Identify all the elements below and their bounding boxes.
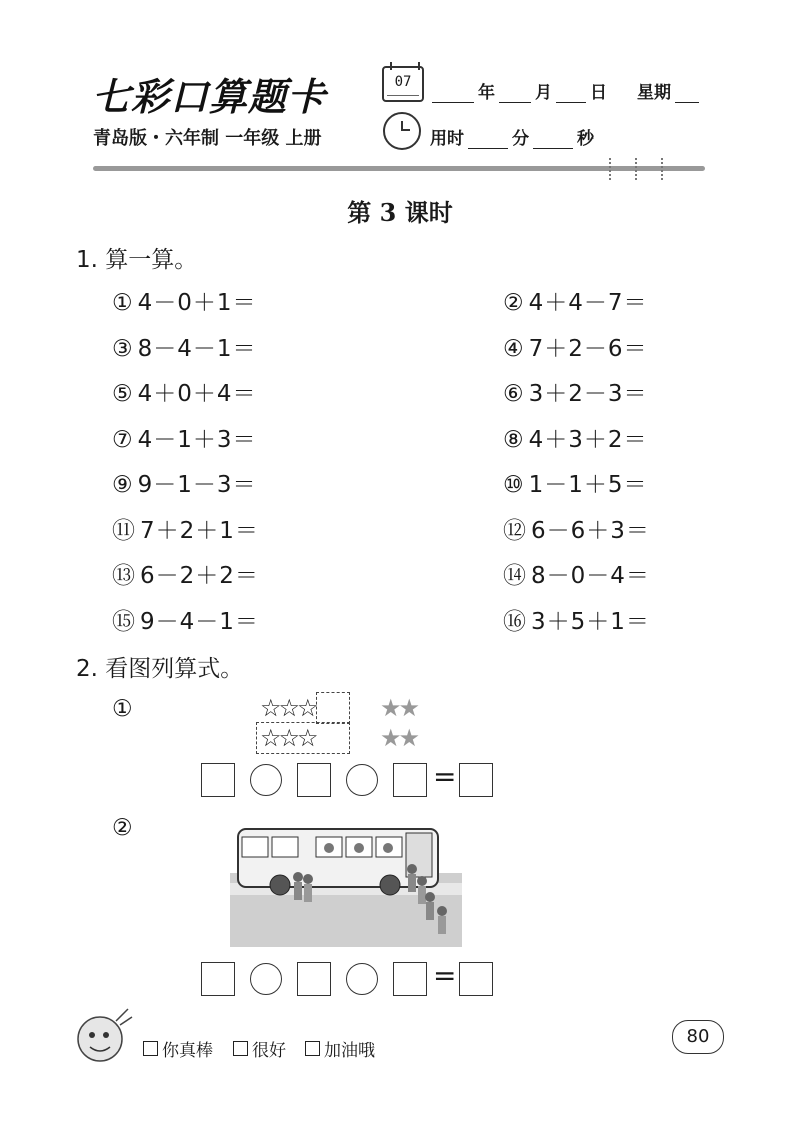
section2-title: 2. 看图列算式。 [76, 656, 244, 682]
exercise-item [112, 557, 259, 590]
star-icon-row-1: ☆☆☆ [260, 694, 316, 722]
exercise-expression: 4＋0＋4＝ [137, 381, 257, 407]
divider-knot [609, 158, 615, 180]
minutes-label: 分 [512, 129, 529, 149]
exercise-item [503, 421, 648, 454]
month-blank[interactable] [499, 86, 531, 103]
minutes-blank[interactable] [468, 132, 508, 149]
dashed-group-top [316, 692, 350, 724]
picture2-number: ② [112, 815, 134, 841]
rating-option-good[interactable] [233, 1036, 286, 1061]
bus-illustration [230, 825, 462, 947]
answer-box[interactable] [297, 962, 331, 996]
exercise-expression: 8－0－4＝ [531, 563, 650, 589]
rating-label: 很好 [252, 1041, 286, 1061]
mascot-icon [70, 1005, 134, 1067]
weekday-label: 星期 [637, 83, 671, 103]
star-icon-row-2: ☆☆☆ [260, 724, 316, 752]
exercise-number: ⑯ [503, 608, 527, 635]
exercise-expression: 8－4－1＝ [137, 335, 257, 362]
star-icon-row-3: ★★ [380, 694, 418, 722]
exercise-item [112, 512, 259, 545]
date-fields [428, 78, 703, 103]
exercise-item [503, 557, 650, 590]
rating-option-keep-going[interactable] [305, 1036, 375, 1061]
exercise-number: ⑩ [503, 472, 525, 498]
brand-title: 七彩口算题卡 [92, 74, 327, 119]
equals-sign: = [433, 760, 457, 793]
exercise-expression: 6－6＋3＝ [531, 517, 650, 544]
rating-label: 你真棒 [162, 1041, 213, 1061]
exercise-item [503, 375, 648, 408]
exercise-item [503, 284, 648, 317]
star-icon-row-4: ★★ [380, 724, 418, 752]
exercise-expression: 3＋5＋1＝ [531, 608, 650, 635]
exercise-expression: 1－1＋5＝ [528, 472, 648, 498]
exercise-expression: 9－1－3＝ [137, 472, 257, 498]
answer-box[interactable] [393, 763, 427, 797]
day-blank[interactable] [556, 86, 586, 103]
checkbox[interactable] [305, 1041, 320, 1056]
exercise-expression: 3＋2－3＝ [528, 381, 648, 407]
divider-knot [661, 158, 667, 180]
exercise-item [503, 466, 648, 499]
answer-box[interactable] [393, 962, 427, 996]
year-label: 年 [478, 83, 495, 103]
exercise-expression: 7＋2－6＝ [528, 335, 648, 362]
answer-box[interactable] [201, 763, 235, 797]
exercise-number: ⑦ [112, 426, 134, 453]
clock-icon [383, 112, 421, 150]
exercise-number: ④ [503, 335, 525, 362]
exercise-number: ⑭ [503, 563, 527, 589]
calendar-icon [382, 66, 424, 102]
result-box[interactable] [459, 962, 493, 996]
exercise-expression: 6－2＋2＝ [140, 563, 259, 589]
picture1-number: ① [112, 696, 134, 722]
month-label: 月 [535, 83, 552, 103]
seconds-blank[interactable] [533, 132, 573, 149]
time-used-label: 用时 [430, 129, 464, 149]
equals-sign: = [433, 959, 457, 992]
time-fields [430, 124, 594, 149]
calendar-number: 07 [394, 74, 412, 90]
exercise-number: ③ [112, 335, 134, 362]
exercise-expression: 4－1＋3＝ [137, 426, 257, 453]
exercise-item [503, 330, 648, 363]
exercise-item [112, 284, 257, 317]
exercise-item [503, 512, 650, 545]
lesson-title: 第 3 课时 [347, 198, 453, 227]
exercise-expression: 4＋3＋2＝ [528, 426, 648, 453]
exercise-expression: 9－4－1＝ [140, 608, 259, 635]
exercise-number: ⑫ [503, 517, 527, 544]
exercise-item [503, 603, 650, 636]
rating-option-great[interactable] [143, 1036, 213, 1061]
exercise-item [112, 421, 257, 454]
exercise-item [112, 603, 259, 636]
exercise-number: ① [112, 290, 134, 316]
subtitle: 青岛版・六年制 一年级 上册 [93, 128, 322, 149]
exercise-number: ⑬ [112, 563, 136, 589]
day-label: 日 [590, 83, 607, 103]
exercise-number: ⑪ [112, 517, 136, 544]
checkbox[interactable] [233, 1041, 248, 1056]
operator-circle[interactable] [346, 963, 378, 995]
exercise-item [112, 466, 257, 499]
exercise-number: ② [503, 290, 525, 316]
rating-label: 加油哦 [324, 1041, 375, 1061]
weekday-blank[interactable] [675, 86, 699, 103]
exercise-number: ⑨ [112, 472, 134, 498]
exercise-number: ⑤ [112, 381, 134, 407]
exercise-item [112, 330, 257, 363]
answer-box[interactable] [201, 962, 235, 996]
exercise-expression: 7＋2＋1＝ [140, 517, 259, 544]
divider-knot [635, 158, 641, 180]
exercise-number: ⑥ [503, 381, 525, 407]
exercise-item [112, 375, 257, 408]
year-blank[interactable] [432, 86, 474, 103]
exercise-expression: 4－0＋1＝ [137, 290, 257, 316]
seconds-label: 秒 [577, 129, 594, 149]
result-box[interactable] [459, 763, 493, 797]
operator-circle[interactable] [250, 764, 282, 796]
section1-title: 1. 算一算。 [76, 247, 198, 273]
exercise-number: ⑧ [503, 426, 525, 453]
exercise-number: ⑮ [112, 608, 136, 635]
operator-circle[interactable] [346, 764, 378, 796]
checkbox[interactable] [143, 1041, 158, 1056]
answer-box[interactable] [297, 763, 331, 797]
exercise-expression: 4＋4－7＝ [528, 290, 648, 316]
operator-circle[interactable] [250, 963, 282, 995]
page-number: 80 [672, 1020, 724, 1054]
